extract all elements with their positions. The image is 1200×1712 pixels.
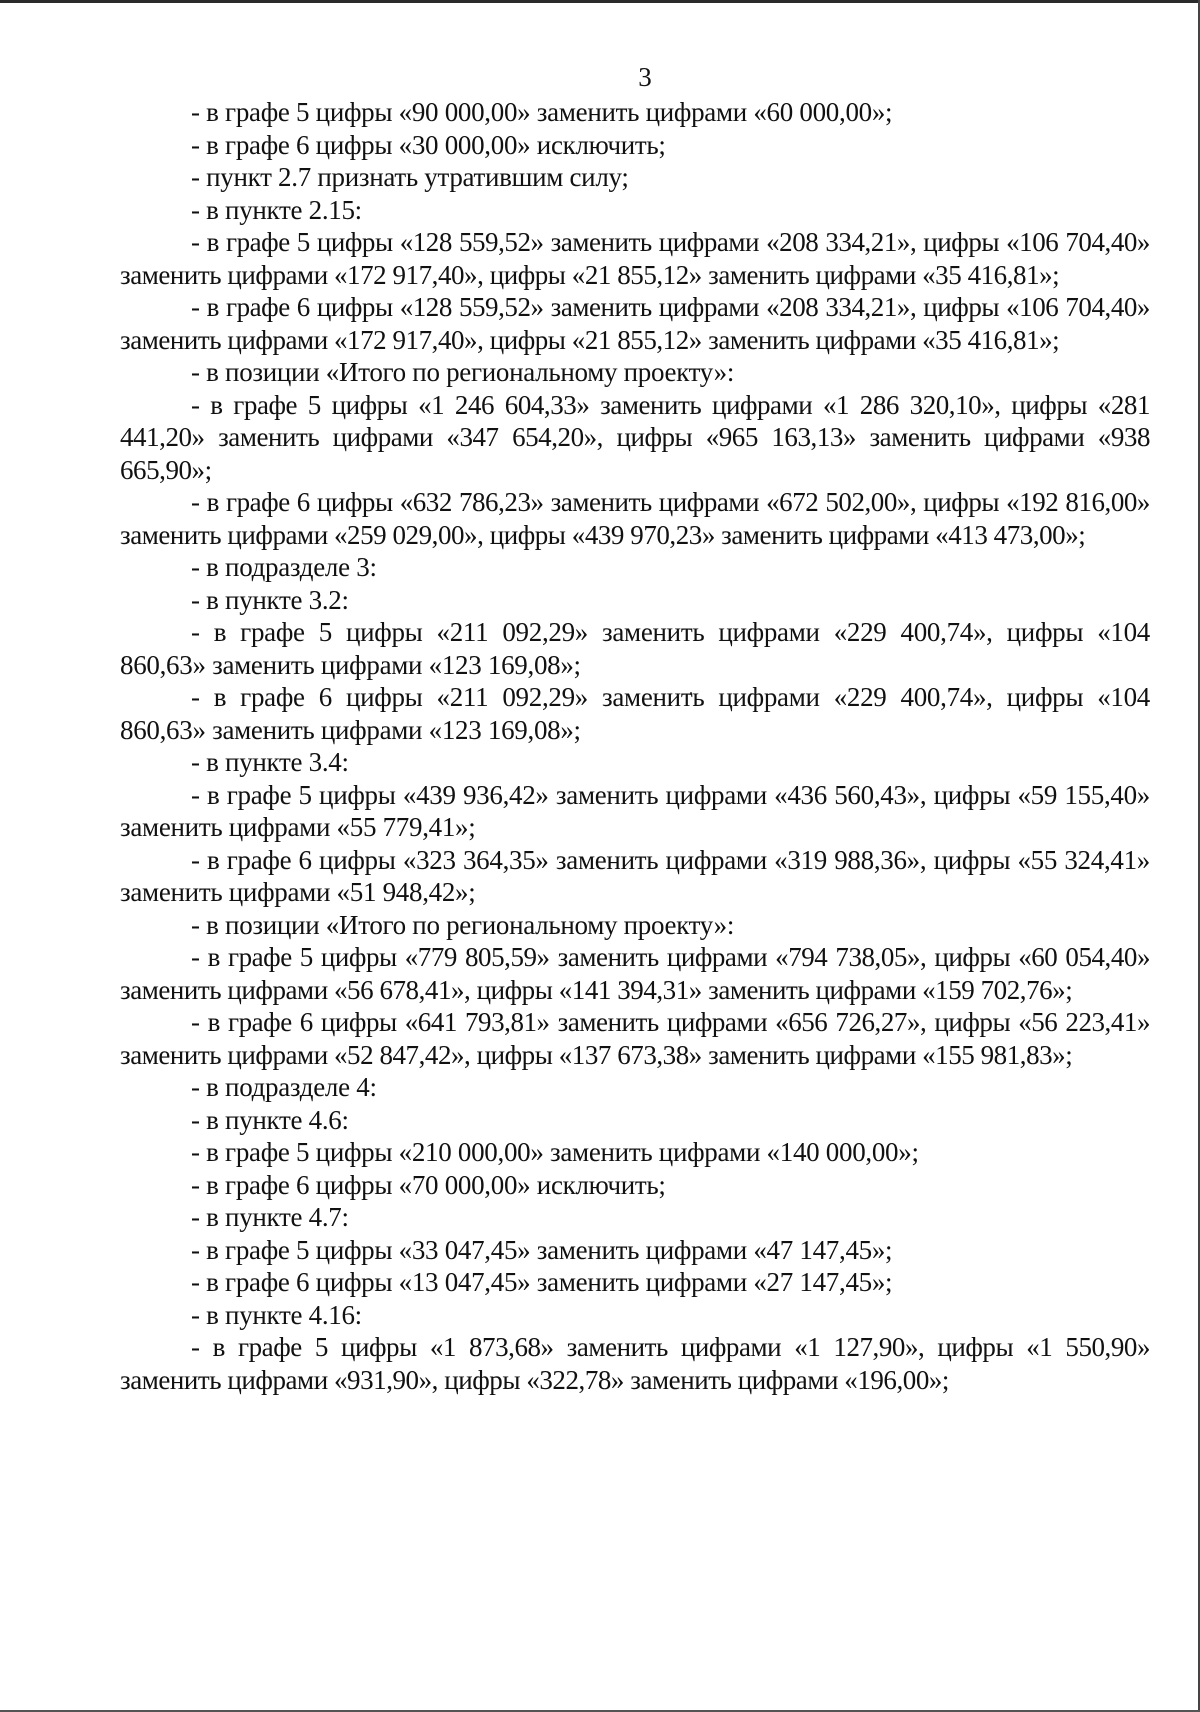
- paragraph: - в графе 5 цифры «439 936,42» заменить цифрами «436 560,43», цифры «59 155,40» заменить цифрами «55 779,41»;: [120, 779, 1150, 842]
- paragraph: - в подразделе 4:: [191, 1072, 377, 1102]
- paragraph: - в графе 5 цифры «211 092,29» заменить цифрами «229 400,74», цифры «104 860,63» заменить цифрами «123 169,08»;: [120, 617, 1150, 680]
- paragraph: - в пункте 2.15:: [191, 194, 362, 225]
- paragraph: - в графе 5 цифры «210 000,00» заменить цифрами «140 000,00»;: [191, 1137, 919, 1167]
- paragraph: - в графе 5 цифры «128 559,52» заменить цифрами «208 334,21», цифры «106 704,40» заменить цифрами «172 917,40», цифры «21 855,12» заменить цифрами «35 416,81»;: [120, 227, 1150, 290]
- paragraph: - в графе 6 цифры «641 793,81» заменить цифрами «656 726,27», цифры «56 223,41» заменить цифрами «52 847,42», цифры «137 673,38» заменить цифрами «155 981,83»;: [120, 1007, 1150, 1070]
- paragraph: - в пункте 3.4:: [191, 747, 349, 777]
- paragraph: - в пункте 4.7:: [191, 1202, 349, 1232]
- paragraph: - в пункте 3.2:: [191, 584, 349, 615]
- paragraph: - в графе 6 цифры «128 559,52» заменить цифрами «208 334,21», цифры «106 704,40» заменить цифрами «172 917,40», цифры «21 855,12» заменить цифрами «35 416,81»;: [120, 292, 1150, 355]
- paragraph: - в графе 6 цифры «211 092,29» заменить цифрами «229 400,74», цифры «104 860,63» заменить цифрами «123 169,08»;: [120, 682, 1150, 745]
- paragraph: - в графе 5 цифры «90 000,00» заменить цифрами «60 000,00»;: [191, 97, 893, 127]
- paragraph: - в подразделе 3:: [191, 552, 377, 582]
- document-page: [120, 60, 1150, 1396]
- paragraph: - в позиции «Итого по региональному проекту»:: [191, 909, 735, 940]
- paragraph: - в графе 6 цифры «70 000,00» исключить;: [191, 1169, 666, 1200]
- paragraph: - пункт 2.7 признать утратившим силу;: [191, 162, 629, 192]
- paragraph: - в графе 6 цифры «632 786,23» заменить цифрами «672 502,00», цифры «192 816,00» заменить цифрами «259 029,00», цифры «439 970,23» заменить цифрами «413 473,00»;: [120, 487, 1150, 550]
- paragraph: - в графе 6 цифры «13 047,45» заменить цифрами «27 147,45»;: [191, 1267, 893, 1297]
- paragraph: - в графе 5 цифры «1 246 604,33» заменить цифрами «1 286 320,10», цифры «281 441,20» заменить цифрами «347 654,20», цифры «965 163,13» заменить цифрами «938 665,90»;: [120, 389, 1150, 485]
- scan-top-edge: [0, 0, 1200, 3]
- paragraph: - в пункте 4.6:: [191, 1104, 349, 1135]
- paragraph: - в графе 6 цифры «30 000,00» исключить;: [191, 129, 666, 160]
- paragraph: - в графе 5 цифры «33 047,45» заменить цифрами «47 147,45»;: [191, 1234, 893, 1265]
- paragraph: - в графе 5 цифры «779 805,59» заменить цифрами «794 738,05», цифры «60 054,40» заменить цифрами «56 678,41», цифры «141 394,31» заменить цифрами «159 702,76»;: [120, 942, 1150, 1005]
- page-number: 3: [638, 62, 652, 92]
- paragraph: - в пункте 4.16:: [191, 1299, 362, 1330]
- paragraph: - в позиции «Итого по региональному проекту»:: [191, 357, 735, 387]
- paragraph: - в графе 6 цифры «323 364,35» заменить цифрами «319 988,36», цифры «55 324,41» заменить цифрами «51 948,42»;: [120, 844, 1150, 907]
- paragraph: - в графе 5 цифры «1 873,68» заменить цифрами «1 127,90», цифры «1 550,90» заменить цифрами «931,90», цифры «322,78» заменить цифрами «196,00»;: [120, 1332, 1150, 1395]
